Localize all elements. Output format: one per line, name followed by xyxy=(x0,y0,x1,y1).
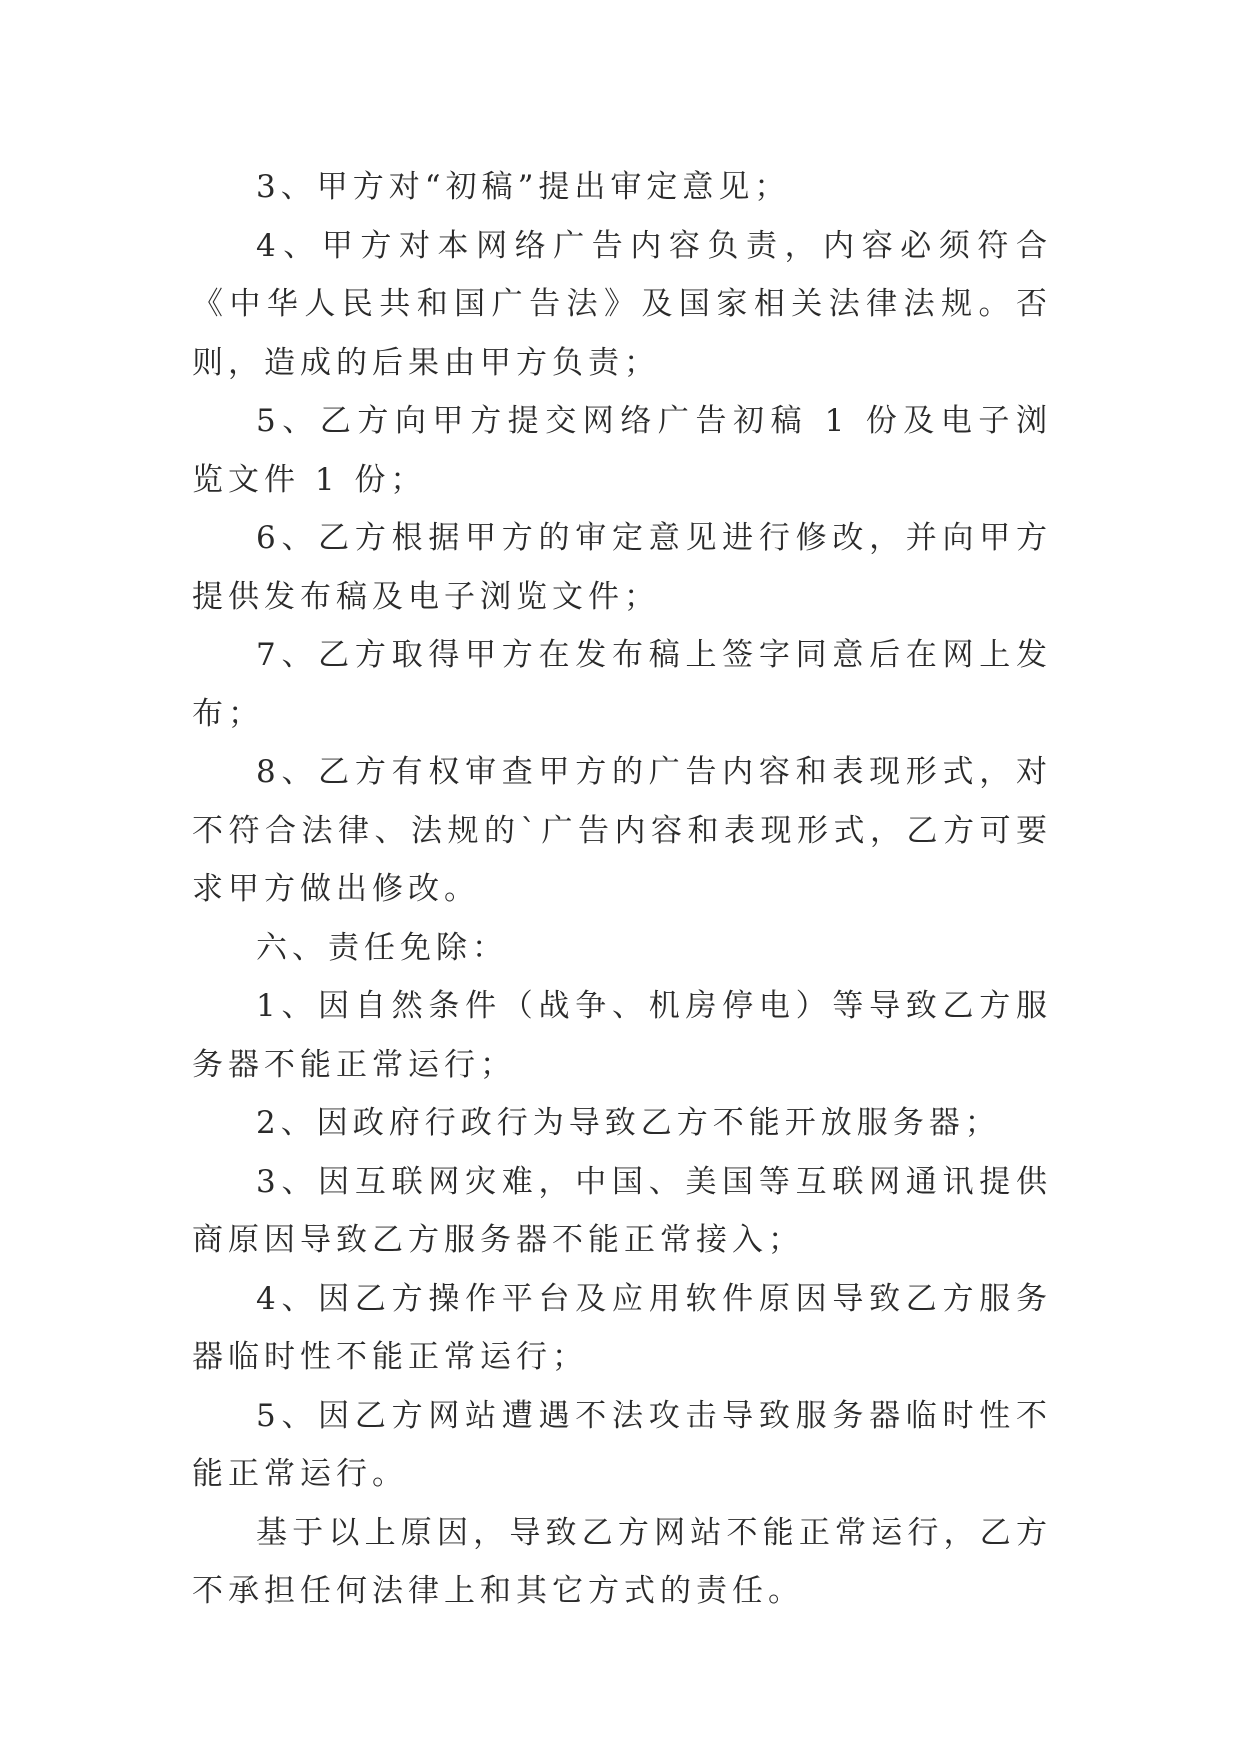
paragraph-exemption-2: 2、因政府行政行为导致乙方不能开放服务器； xyxy=(256,1105,1001,1141)
section-heading-liability-exemption: 六、责任免除： xyxy=(256,929,508,966)
paragraph-exemption-1: 1、因自然条件（战争、机房停电）等导致乙方服务器不能正常运行； xyxy=(192,988,1052,1083)
paragraph-clause-5: 5、乙方向甲方提交网络广告初稿 1 份及电子浏览文件 1 份； xyxy=(192,403,1052,498)
paragraph-clause-6: 6、乙方根据甲方的审定意见进行修改，并向甲方提供发布稿及电子浏览文件； xyxy=(192,520,1052,615)
paragraph-clause-8: 8、乙方有权审查甲方的广告内容和表现形式，对不符合法律、法规的`广告内容和表现形式，乙方可要求甲方做出修改。 xyxy=(192,754,1052,907)
paragraph-exemption-3: 3、因互联网灾难，中国、美国等互联网通讯提供商原因导致乙方服务器不能正常接入； xyxy=(192,1163,1052,1258)
document-body xyxy=(192,158,1052,1621)
paragraph-clause-4: 4、甲方对本网络广告内容负责，内容必须符合《中华人民共和国广告法》及国家相关法律法规。否则，造成的后果由甲方负责； xyxy=(192,227,1052,381)
paragraph-exemption-5: 5、因乙方网站遭遇不法攻击导致服务器临时性不能正常运行。 xyxy=(192,1397,1052,1492)
paragraph-clause-7: 7、乙方取得甲方在发布稿上签字同意后在网上发布； xyxy=(192,637,1052,732)
paragraph-conclusion: 基于以上原因，导致乙方网站不能正常运行，乙方不承担任何法律上和其它方式的责任。 xyxy=(192,1514,1052,1609)
paragraph-exemption-4: 4、因乙方操作平台及应用软件原因导致乙方服务器临时性不能正常运行； xyxy=(192,1280,1052,1375)
paragraph-clause-3: 3、甲方对“初稿”提出审定意见； xyxy=(256,169,791,205)
